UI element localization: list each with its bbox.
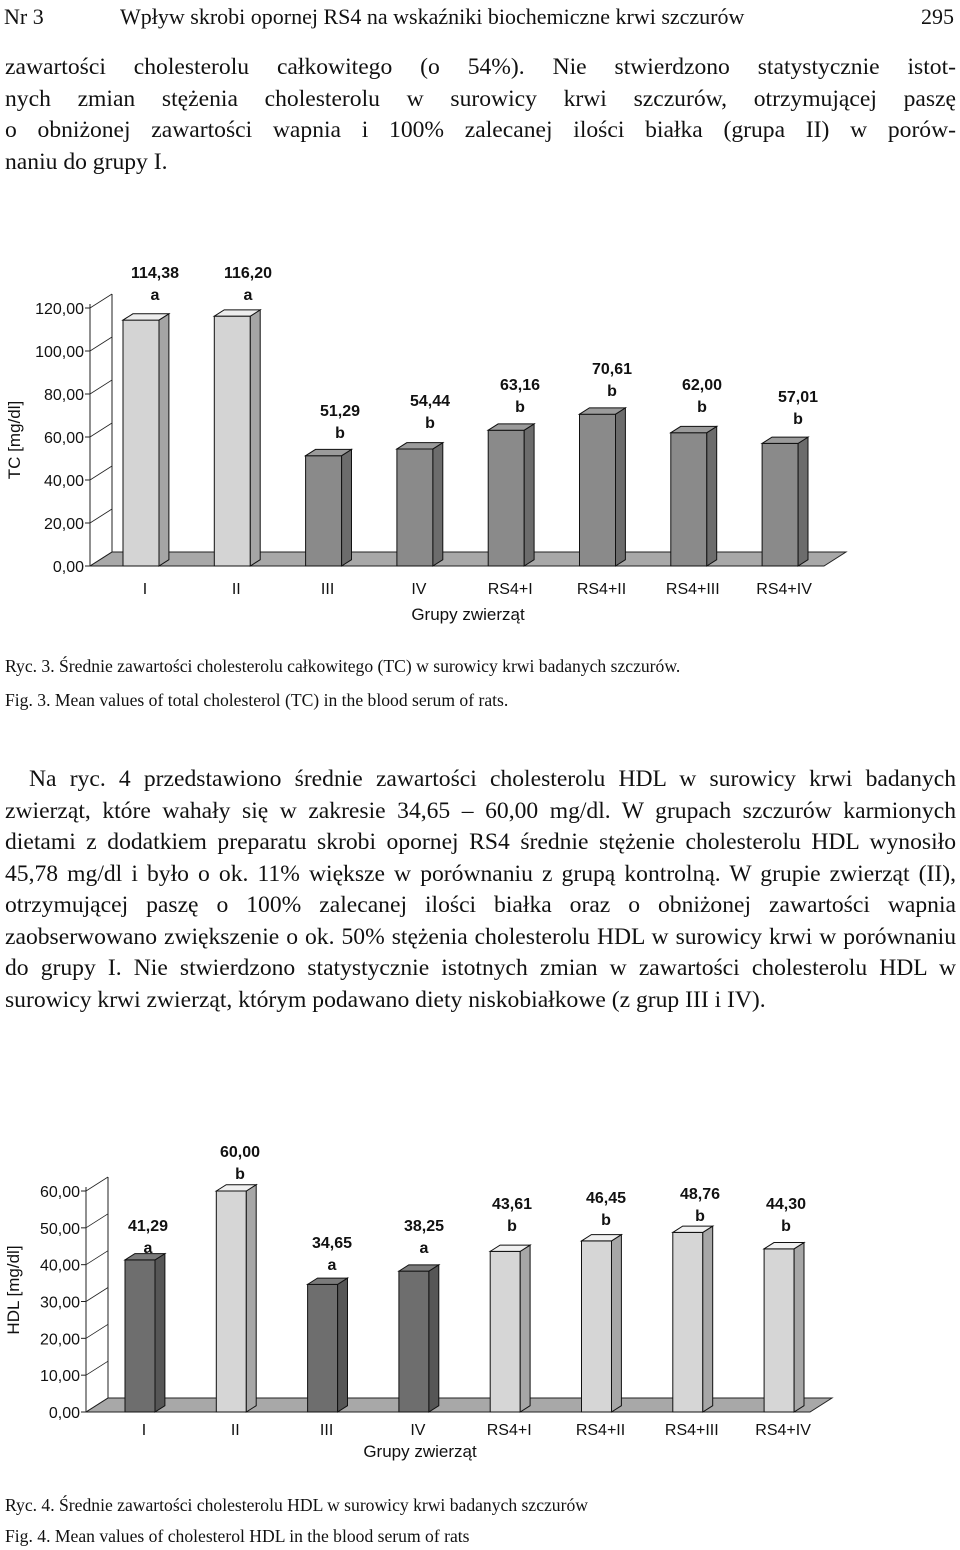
bar	[582, 1235, 622, 1412]
bar	[397, 443, 443, 566]
x-axis-label: Grupy zwierząt	[363, 1442, 477, 1461]
bar-side	[246, 1185, 256, 1412]
tc-bar-chart	[0, 250, 960, 630]
x-tick-label: I	[142, 581, 148, 598]
data-label: 38,25	[403, 1218, 445, 1235]
running-title: Wpływ skrobi opornej RS4 na wskaźniki biochemiczne krwi szczurów	[120, 4, 745, 29]
hdl-bar-chart	[0, 1135, 960, 1475]
depth-tick	[86, 1324, 108, 1338]
text-line: o obniżonej zawartości wapnia i 100% zalecanej ilości białka (grupa II) w porów-	[5, 117, 956, 143]
y-axis-label: TC [mg/dl]	[5, 400, 24, 480]
y-tick-label: 100,00	[35, 344, 84, 361]
x-axis-label: Grupy zwierząt	[411, 605, 525, 624]
x-tick-label: RS4+II	[575, 1422, 626, 1439]
bar-front	[125, 1260, 155, 1412]
chart-floor	[86, 1398, 832, 1412]
bar-side	[703, 1226, 713, 1412]
bar	[399, 1265, 439, 1412]
bar-side	[612, 1235, 622, 1412]
y-tick-label: 120,00	[35, 301, 84, 318]
bar	[764, 1243, 804, 1412]
bar-side	[707, 426, 717, 566]
data-label: 44,30	[765, 1196, 807, 1213]
significance-label: b	[601, 1212, 611, 1229]
x-tick-label: III	[319, 1422, 334, 1439]
bar	[762, 437, 808, 566]
text-line: naniu do grupy I.	[5, 148, 168, 175]
bar	[673, 1226, 713, 1412]
bar-front	[306, 456, 342, 566]
x-tick-label: RS4+I	[486, 1422, 532, 1439]
significance-label: b	[515, 399, 525, 416]
data-label: 57,01	[777, 389, 819, 406]
depth-tick	[90, 466, 112, 480]
significance-label: b	[507, 1218, 517, 1235]
data-label: 43,61	[491, 1196, 533, 1213]
bar-side	[155, 1254, 165, 1412]
bar-front	[673, 1232, 703, 1412]
data-label: 54,44	[409, 393, 451, 410]
y-tick-label: 60,00	[39, 1184, 80, 1201]
y-tick-label: 40,00	[43, 473, 84, 490]
bar	[216, 1185, 256, 1412]
x-tick-label: RS4+I	[487, 581, 533, 598]
data-label: 114,38	[130, 265, 180, 282]
significance-label: a	[143, 1240, 153, 1257]
y-tick-label: 20,00	[43, 516, 84, 533]
x-tick-label: IV	[410, 1422, 426, 1439]
depth-tick	[86, 1361, 108, 1375]
x-tick-label: RS4+II	[576, 581, 627, 598]
depth-tick	[86, 1177, 108, 1191]
data-label: 48,76	[679, 1186, 721, 1203]
bar-front	[580, 414, 616, 566]
figure3-caption-pl: Ryc. 3. Średnie zawartości cholesterolu całkowitego (TC) w surowicy krwi badanych szczurów.	[5, 656, 681, 676]
data-label: 46,45	[585, 1190, 627, 1207]
bar-front	[490, 1251, 520, 1412]
significance-label: b	[335, 425, 345, 442]
bar-side	[794, 1243, 804, 1412]
x-tick-label: RS4+III	[664, 1422, 719, 1439]
bar-side	[338, 1278, 348, 1412]
text-line: nych zmian stężenia cholesterolu w surowicy krwi szczurów, otrzymującej paszę	[5, 85, 956, 112]
y-tick-label: 60,00	[43, 430, 84, 447]
bar-side	[159, 314, 169, 566]
x-tick-label: RS4+IV	[756, 581, 812, 598]
x-tick-label: I	[141, 1422, 147, 1439]
page-number: 295	[921, 4, 954, 29]
bar-front	[399, 1271, 429, 1412]
data-label: 70,61	[591, 361, 633, 378]
bar	[488, 424, 534, 566]
data-label: 63,16	[499, 377, 541, 394]
bar-side	[250, 310, 260, 566]
significance-label: a	[243, 287, 253, 304]
y-tick-label: 0,00	[52, 559, 84, 576]
bar-side	[524, 424, 534, 566]
y-tick-label: 50,00	[39, 1220, 80, 1238]
bar-front	[764, 1249, 794, 1412]
x-tick-label: RS4+III	[665, 581, 720, 598]
paragraph-text: Na ryc. 4 przedstawiono średnie zawartości cholesterolu HDL w surowicy krwi badanych zwierząt, które wahały się w zakresie 34,65 – 60,00 mg/dl. W grupach szczurów karmionych dietami z dodatkiem preparatu skrobi opornej RS4 średnie stężenie cholesterolu HDL wynosiło 45,78 mg/dl i było o ok. 11% większe w porównaniu z grupą kontrolną. W grupie zwierząt (II), otrzymującej paszę o 100% zalecanej ilości białka oraz o obniżonej zawartości wapnia zaobserwowano zwiększenie o ok. 50% stężenia cholesterolu HDL w surowicy krwi w porównaniu do grupy I. Nie stwierdzono statystycznie istotnych zmian w zawartości cholesterolu HDL w surowicy krwi zwierząt, którym podawano diety niskobiałkowe (z grup III i IV).	[5, 766, 956, 1013]
data-label: 60,00	[219, 1144, 261, 1161]
data-label: 51,29	[319, 403, 361, 420]
x-tick-label: RS4+IV	[755, 1422, 811, 1439]
y-tick-label: 0,00	[48, 1405, 80, 1422]
bar-front	[308, 1284, 338, 1412]
bar-front	[216, 1191, 246, 1412]
x-tick-label: III	[320, 581, 335, 598]
y-tick-label: 10,00	[39, 1368, 80, 1386]
depth-tick	[90, 337, 112, 351]
y-tick-label: 30,00	[39, 1294, 80, 1312]
depth-tick	[90, 294, 112, 308]
bar	[306, 449, 352, 566]
bar-front	[123, 320, 159, 566]
bar	[125, 1254, 165, 1412]
bar-front	[671, 433, 707, 566]
paragraph-continued	[5, 52, 956, 178]
depth-tick	[90, 509, 112, 523]
bar-side	[342, 449, 352, 566]
issue-number: Nr 3	[4, 4, 44, 29]
bar-front	[397, 449, 433, 566]
data-label: 34,65	[311, 1235, 353, 1252]
data-label: 62,00	[681, 377, 723, 394]
figure4-caption-pl: Ryc. 4. Średnie zawartości cholesterolu HDL w surowicy krwi badanych szczurów	[5, 1495, 588, 1515]
text-line: zawartości cholesterolu całkowitego (o 54%). Nie stwierdzono statystycznie istot-	[5, 54, 956, 80]
figure3-caption-en: Fig. 3. Mean values of total cholesterol (TC) in the blood serum of rats.	[5, 690, 509, 710]
y-tick-label: 20,00	[39, 1331, 80, 1349]
depth-tick	[90, 423, 112, 437]
y-tick-label: 40,00	[39, 1257, 80, 1275]
y-tick-label: 80,00	[43, 387, 84, 404]
bar	[123, 314, 169, 566]
chart-floor	[90, 552, 846, 566]
data-label: 116,20	[223, 265, 273, 282]
bar	[580, 408, 626, 566]
significance-label: b	[781, 1218, 791, 1235]
data-label: 41,29	[127, 1218, 169, 1235]
bar-front	[582, 1241, 612, 1412]
significance-label: a	[419, 1240, 429, 1257]
figure4-caption-en: Fig. 4. Mean values of cholesterol HDL in the blood serum of rats	[5, 1526, 470, 1546]
bar	[214, 310, 260, 566]
bar-side	[798, 437, 808, 566]
significance-label: b	[425, 415, 435, 432]
bar-front	[762, 443, 798, 566]
bar	[308, 1278, 348, 1412]
y-axis-label: HDL [mg/dl]	[4, 1245, 23, 1335]
significance-label: b	[793, 411, 803, 428]
bar-front	[488, 430, 524, 566]
bar-side	[616, 408, 626, 566]
significance-label: a	[150, 287, 160, 304]
bar	[490, 1245, 530, 1412]
significance-label: b	[235, 1166, 245, 1183]
depth-tick	[86, 1288, 108, 1302]
significance-label: b	[695, 1208, 705, 1225]
x-tick-label: IV	[411, 581, 427, 598]
bar-side	[433, 443, 443, 566]
depth-tick	[90, 380, 112, 394]
significance-label: b	[607, 383, 617, 400]
paragraph-hdl	[5, 764, 956, 1016]
significance-label: b	[697, 399, 707, 416]
bar-front	[214, 316, 250, 566]
bar	[671, 426, 717, 566]
running-header	[4, 4, 954, 32]
significance-label: a	[327, 1257, 337, 1274]
depth-tick	[86, 1214, 108, 1228]
x-tick-label: II	[230, 1422, 240, 1439]
bar-side	[520, 1245, 530, 1412]
depth-tick	[86, 1251, 108, 1265]
bar-side	[429, 1265, 439, 1412]
x-tick-label: II	[231, 581, 241, 598]
